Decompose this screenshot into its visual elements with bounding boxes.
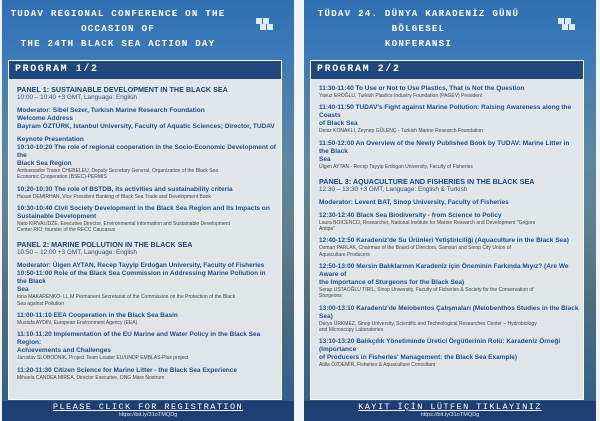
session-title: 13:10-13:20 Balıkçılık Yönetiminde Üretici Örgütlerinin Rolü: Karadeniz Örneği (Importance [319,338,561,354]
session-title: 10:20-10:30 The role of BSTDB, its activities and sustainability criteria [17,185,233,193]
registration-footer[interactable] [304,401,596,421]
panel-time: 10:00 – 10:40 +3 GMT, Language: English [17,94,137,101]
session-title: 10:10-10:20 The role of regional cooperation in the Socio-Economic Development of the [17,144,276,159]
session-title: Achievements and Challenges [17,347,111,355]
poster-right [304,0,596,421]
panel-time: 10:50 – 12:00 +3 GMT, Language: English [17,249,137,257]
session-title: 11:50-12:00 An Overview of the Newly Published Book by TUDAV: Marine Litter in the Black [319,139,570,155]
registration-link[interactable]: PLEASE CLICK FOR REGISTRATION [52,402,244,412]
session-title: 12:30-12:40 Black Sea Biodiversity - from Science to Policy [319,211,502,219]
session-speaker: Derya ÜRKMEZ, Sinop University, Scientific and Technological Researches Center – Hydrobiology [319,320,537,327]
session-title: 13:00-13:10 Karadeniz'de Meiobentos Çalışmaları (Meiobenthos Studies in the Black Sea) [319,304,579,320]
session-speaker: Mihaela CANDEA MIREA, Director Executive, ONG Mare Nostrum [17,374,165,381]
session-speaker: Economic Cooperation (BSEC)-PERMIS [17,174,107,181]
registration-link[interactable]: KAYIT İÇİN LÜTFEN TIKLAYINIZ [358,402,542,412]
session-speaker: Jaroslav SLOBODNIK, Project Team Leader EU/UNDP EMBLAS-Plus project [17,355,189,362]
title-line-1: TÜDAV 24. DÜNYA KARADENİZ GÜNÜ BÖLGESEL [317,8,520,34]
session-title: 11:30-11:40 To Use or Not to Use Plastics, That is Not the Question [319,85,525,92]
session-speaker: Laura BOICENCO, Researcher, National Institute for Marine Research and Development "Grigore [319,219,536,226]
session-title: 11:00-11:10 EEA Cooperation in the Black Sea Basin [17,312,178,320]
session-title: Black Sea Region [17,160,72,167]
session-speaker: Atilla ÖZDEMİR, Fisheries & Aquaculture Consultant [319,362,436,369]
session-speaker: Osman PARLAK, Chairman of the Board of Directors, Samsun and Sinop City Union of [319,245,511,252]
title-line-1: TUDAV REGIONAL CONFERENCE ON THE OCCASION OF [10,8,226,34]
registration-footer[interactable] [2,401,294,421]
session-title: Sea [17,286,29,294]
panel-time: 12:30 – 13:30 +3 GMT, Language: English & Turkish [319,185,468,193]
panel-title: PANEL 1: SUSTAINABLE DEVELOPMENT IN THE BLACK SEA [17,85,228,94]
session-speaker: Aquaculture Producers [319,251,370,258]
session-speaker: Center RIO; founder of the RECC Caucasus [17,227,116,234]
session-speaker: Antipa" [319,226,335,233]
session-speaker: Mustafa AYDIN, European Environment Agency (EEA) [17,320,138,327]
poster-left [2,0,294,421]
session-speaker: and Microscopy Laboratories [319,326,384,333]
session-speaker: Nato KIRVALIDZE, Executive Director, Environmental Information and Sustainable Development [17,220,230,227]
session-title: of Black Sea [319,120,358,128]
moderator: Moderator: Sibel Sezer, Turkish Marine Research Foundation [17,107,205,114]
program-heading: PROGRAM 1/2 [9,61,281,79]
program-card [8,60,282,400]
session-title: 12:50-13:00 Mersin Balıklarının Karadeniz için Öneminin Farkında Mıyız? (Are We Aware of [319,263,569,279]
welcome-label: Welcome Address [17,115,73,122]
session-title: of Producers in Fisheries' Management: the Black Sea Example) [319,354,518,362]
session-speaker: Ülgen AYTAN - Recep Tayyip Erdogan University, Faculty of Fisheries [319,163,473,170]
session-speaker: Serap USTAOĞLU TIRIL, Sinop University, Faculty of Fisheries & Society for the Conservation of [319,287,534,294]
session-title: 12:40-12:50 Karadeniz'de Su Ürünleri Yetiştiriciliği (Aquaculture in the Black Sea) [319,237,569,245]
program-heading: PROGRAM 2/2 [311,61,583,79]
welcome-speaker: Bayram ÖZTÜRK, Istanbul University, Faculty of Aquatic Sciences; Director, TUDAV [17,123,275,130]
keynote-label: Keynote Presentation [17,136,84,143]
tudav-logo [548,16,586,38]
session-speaker: Irina MAKARENKO- LL.M Permanent Secretariat of the Commission on the Protection of the Black [17,294,236,301]
moderator: Moderator: Ülgen AYTAN, Recep Tayyip Erdoğan University, Faculty of Fisheries [17,262,265,270]
session-title: 10:50-11:00 Role of the Black Sea Commission in Addressing Marine Pollution in the Black [17,270,266,286]
conference-title [316,6,521,51]
conference-title [8,6,228,51]
title-line-2: THE 24TH BLACK SEA ACTION DAY [20,38,216,49]
session-speaker: Ambassador Traian CHEBELEU, Deputy Secretary General, Organization of the Black Sea [17,168,219,174]
session-title: Sustainable Development [17,212,97,220]
session-speaker: Yavuz EROĞLU, Turkish Plastics Industry Foundation (PAGEV) President [319,93,483,99]
session-speaker: Sturgeons [319,293,342,300]
panel-title: PANEL 3: AQUACULTURE AND FISHERIES IN THE BLACK SEA [319,176,535,186]
session-speaker: Sea against Pollution [17,300,64,307]
registration-url[interactable]: https://bit.ly/31oTMQDg [420,412,480,418]
panel-title: PANEL 2: MARINE POLLUTION IN THE BLACK SEA [17,240,193,250]
program-content [319,85,579,369]
session-speaker: Hasan DEMIRHAN, Vice President Banking of Black Sea Trade and Development Bank [17,193,211,200]
tudav-logo [246,16,284,38]
program-card [310,60,584,400]
session-speaker: Deniz KONAKLI, Zeynep GÜLENÇ - Turkish Marine Research Foundation [319,128,483,135]
session-title: 11:20-11:30 Citizen Science for Marine Litter - the Black Sea Experience [17,366,238,374]
moderator: Moderator: Levent BAT, Sinop University, Faculty of Fisheries [319,198,509,206]
poster-header [2,0,294,56]
session-title: Sea [319,155,331,163]
session-title: 10:30-10:40 Civil Society Development in the Black Sea Region and its Impacts on [17,204,270,212]
title-line-2: KONFERANSI [384,38,453,49]
session-title: 11:40-11:50 TUDAV's Fight against Marine Pollution: Raising Awareness along the Coasts [319,104,572,120]
registration-url[interactable]: https://bit.ly/31oTMQDg [118,412,178,418]
poster-header [304,0,596,56]
program-content [17,85,277,381]
session-title: 11:10-11:20 Implementation of the EU Marine and Water Policy in the Black Sea Region: [17,331,261,347]
session-title: the Importance of Sturgeons for the Black Sea) [319,279,465,287]
